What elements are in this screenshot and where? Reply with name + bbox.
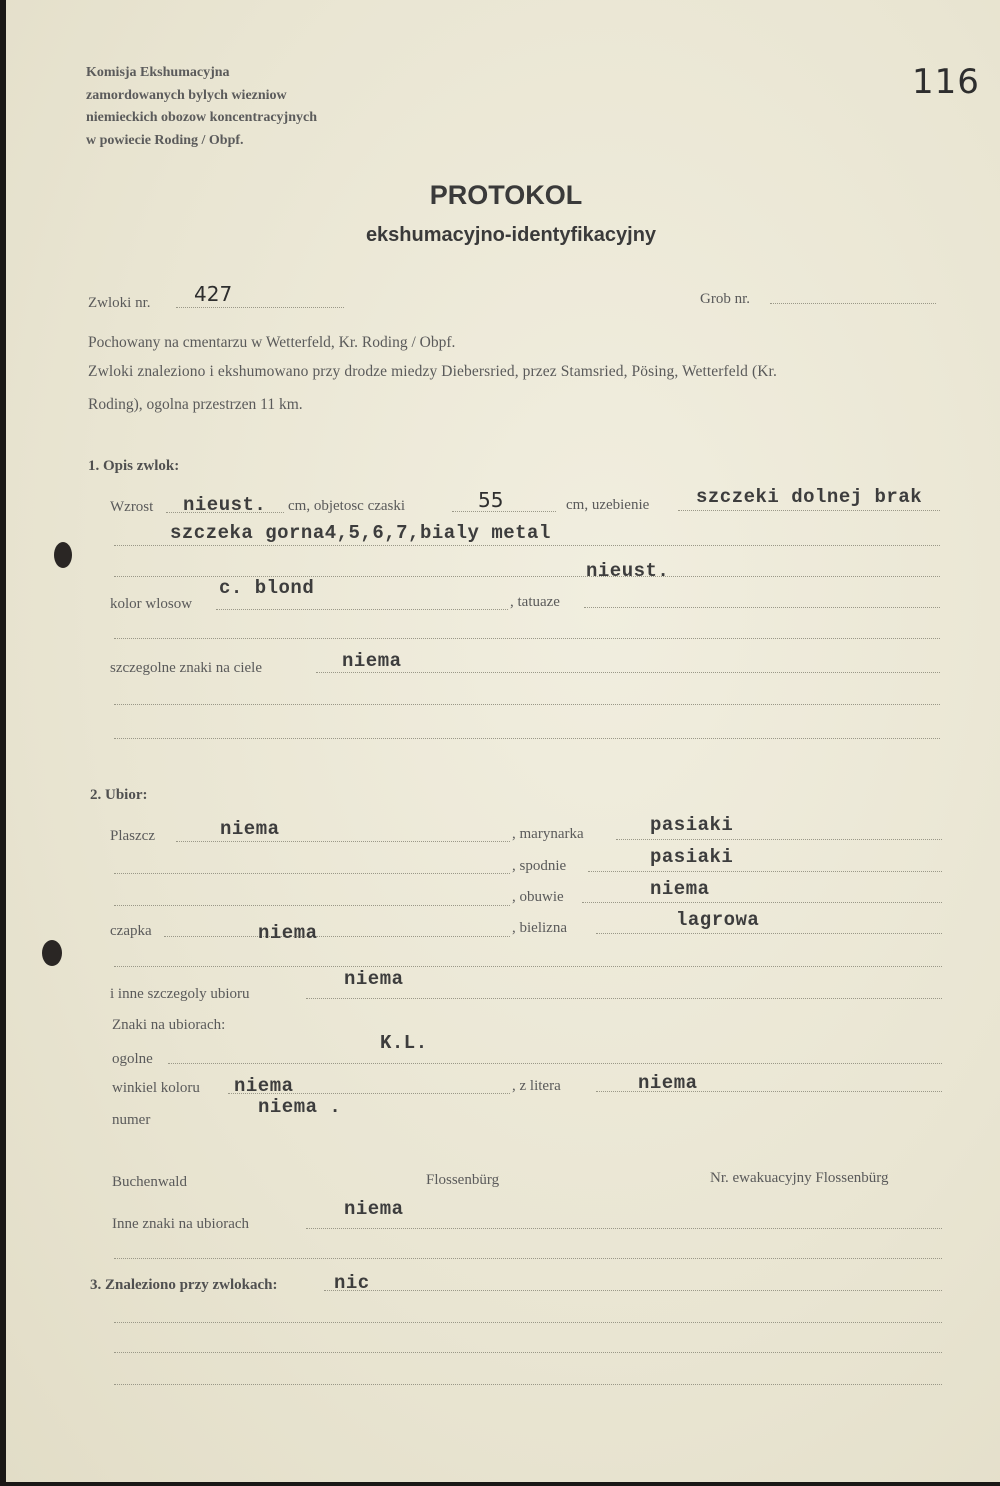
uzebienie-value: szczeki dolnej brak [696, 486, 923, 508]
kolor-label: kolor wlosow [110, 596, 193, 612]
litera-value: niema [638, 1072, 698, 1094]
bielizna-line [596, 933, 942, 934]
blank-line-3 [114, 704, 940, 705]
section-3-line [324, 1290, 942, 1291]
section-2-title: 2. Ubior: [90, 787, 148, 803]
obuwie-line [582, 902, 942, 903]
tatuaze-value: nieust. [586, 560, 670, 582]
obuwie-value: niema [650, 878, 710, 900]
document-subtitle: ekshumacyjno-identyfikacyjny [365, 224, 657, 246]
cm-uzebienie-label: cm, uzebienie [566, 497, 650, 513]
winkiel-value: niema [234, 1075, 294, 1097]
blank-line-8 [114, 1352, 942, 1353]
tatuaze-label: , tatuaze [510, 594, 560, 610]
bielizna-value: lagrowa [676, 909, 760, 931]
znaleziono-line-1: Zwloki znaleziono i ekshumowano przy drodze miedzy Diebersried, przez Stamsried, Pösing, Wetterfeld (Kr. [88, 363, 777, 380]
marynarka-line [616, 839, 942, 840]
header-line-1: Komisja Ekshumacyjna [86, 65, 230, 80]
blank-line-6 [114, 1258, 942, 1259]
tatuaze-line [584, 607, 940, 608]
ewakuacyjny-label: Nr. ewakuacyjny Flossenbürg [710, 1170, 889, 1186]
obuwie-left-line [114, 905, 510, 906]
zwloki-label: Zwloki nr. [88, 295, 151, 311]
czapka-line [164, 936, 510, 937]
blank-line-9 [114, 1384, 942, 1385]
numer-value: niema . [258, 1096, 342, 1118]
znaki-cielne-line [316, 672, 940, 673]
inne-znaki-value: niema [344, 1198, 404, 1220]
spodnie-left-line [114, 873, 510, 874]
znaki-ubiorach-label: Znaki na ubiorach: [112, 1017, 226, 1033]
znaleziono-line-2: Roding), ogolna przestrzen 11 km. [88, 396, 303, 413]
blank-line-5 [114, 966, 942, 967]
czapka-value: niema [258, 922, 318, 944]
litera-label: , z litera [512, 1078, 561, 1094]
plaszcz-line [176, 841, 510, 842]
kolor-value: c. blond [219, 577, 315, 599]
pochowany-text: Pochowany na cmentarzu w Wetterfeld, Kr. Roding / Obpf. [88, 334, 456, 351]
znaki-cielne-label: szczegolne znaki na ciele [110, 660, 262, 676]
section-3-title: 3. Znaleziono przy zwlokach: [90, 1277, 278, 1293]
marynarka-value: pasiaki [650, 814, 734, 836]
inne-znaki-line [306, 1228, 942, 1229]
inne-znaki-label: Inne znaki na ubiorach [112, 1216, 250, 1232]
buchenwald-label: Buchenwald [112, 1174, 187, 1190]
header-line-3: niemieckich obozow koncentracyjnych [86, 110, 317, 125]
marynarka-label: , marynarka [512, 826, 584, 842]
kolor-line [216, 609, 508, 610]
grob-label: Grob nr. [700, 291, 750, 307]
numer-label: numer [112, 1112, 151, 1128]
document-title: PROTOKOL [429, 180, 583, 210]
ogolne-value: K.L. [380, 1032, 428, 1054]
header-line-2: zamordowanych bylych wiezniow [86, 87, 287, 103]
grob-line [770, 303, 936, 304]
blank-line-4 [114, 738, 940, 739]
uzebienie-line-2 [114, 545, 940, 546]
plaszcz-label: Plaszcz [110, 828, 155, 844]
punch-hole-top [54, 542, 72, 568]
wzrost-value: nieust. [183, 494, 267, 516]
bielizna-label: , bielizna [512, 920, 567, 936]
plaszcz-value: niema [220, 818, 280, 840]
czaski-value: 55 [478, 488, 504, 512]
inne-szczegoly-value: niema [344, 968, 404, 990]
section-3-value: nic [334, 1272, 370, 1294]
zwloki-value: 427 [194, 282, 233, 306]
wzrost-label: Wzrost [110, 499, 154, 515]
zwloki-line [176, 307, 344, 308]
ogolne-line [168, 1063, 942, 1064]
inne-szczegoly-label: i inne szczegoly ubioru [110, 986, 250, 1002]
winkiel-label: winkiel koloru [112, 1080, 200, 1096]
obuwie-label: , obuwie [512, 889, 564, 905]
protocol-page [6, 0, 1000, 1482]
cm-czaski-label: cm, objetosc czaski [288, 498, 406, 514]
spodnie-line [588, 871, 942, 872]
commission-header [86, 62, 317, 152]
czaski-line [452, 511, 556, 512]
uzebienie-line [678, 510, 940, 511]
znaki-cielne-value: niema [342, 650, 402, 672]
blank-line-2 [114, 638, 940, 639]
ogolne-label: ogolne [112, 1051, 153, 1067]
flossenburg-label: Flossenbürg [426, 1172, 500, 1188]
uzebienie-value-2: szczeka gorna4,5,6,7,bialy metal [170, 522, 551, 544]
spodnie-value: pasiaki [650, 846, 734, 868]
header-line-4: w powiecie Roding / Obpf. [86, 132, 244, 148]
section-1-title: 1. Opis zwlok: [88, 458, 180, 474]
page-number: 116 [912, 62, 980, 102]
spodnie-label: , spodnie [512, 858, 567, 874]
inne-szczegoly-line [306, 998, 942, 999]
czapka-label: czapka [110, 923, 152, 939]
punch-hole-bottom [42, 940, 62, 966]
blank-line-7 [114, 1322, 942, 1323]
